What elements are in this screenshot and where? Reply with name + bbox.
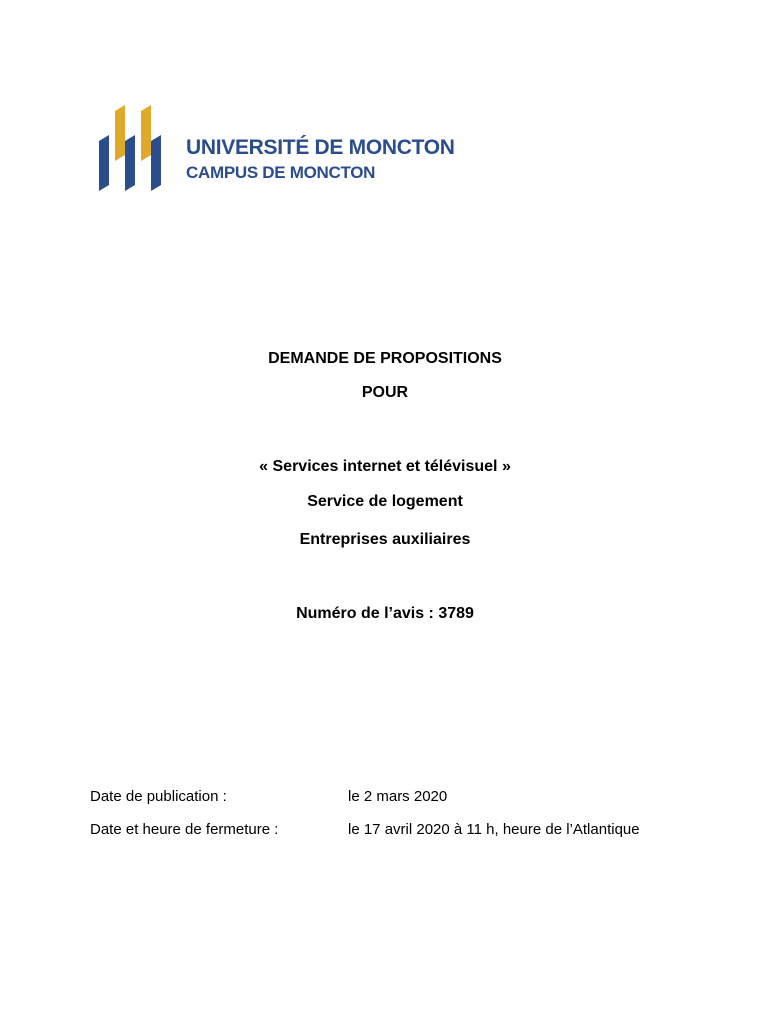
- division-name: Entreprises auxiliaires: [299, 531, 471, 548]
- logo-emblem-icon: [97, 103, 177, 193]
- department-name: Service de logement: [307, 493, 463, 510]
- publication-date-label: Date de publication :: [90, 788, 227, 805]
- document-title-pour: POUR: [361, 384, 409, 401]
- logo-campus-name: CAMPUS DE MONCTON: [186, 163, 376, 182]
- service-title: « Services internet et télévisuel »: [259, 458, 511, 475]
- document-title: DEMANDE DE PROPOSITIONS: [268, 350, 502, 367]
- closing-date-label: Date et heure de fermeture :: [90, 821, 279, 838]
- notice-number: Numéro de l’avis : 3789: [296, 605, 474, 622]
- university-logo: [97, 103, 457, 193]
- closing-date-value: le 17 avril 2020 à 11 h, heure de l’Atlantique: [348, 821, 640, 838]
- logo-university-name: UNIVERSITÉ DE MONCTON: [186, 136, 455, 159]
- publication-date-value: le 2 mars 2020: [348, 788, 448, 805]
